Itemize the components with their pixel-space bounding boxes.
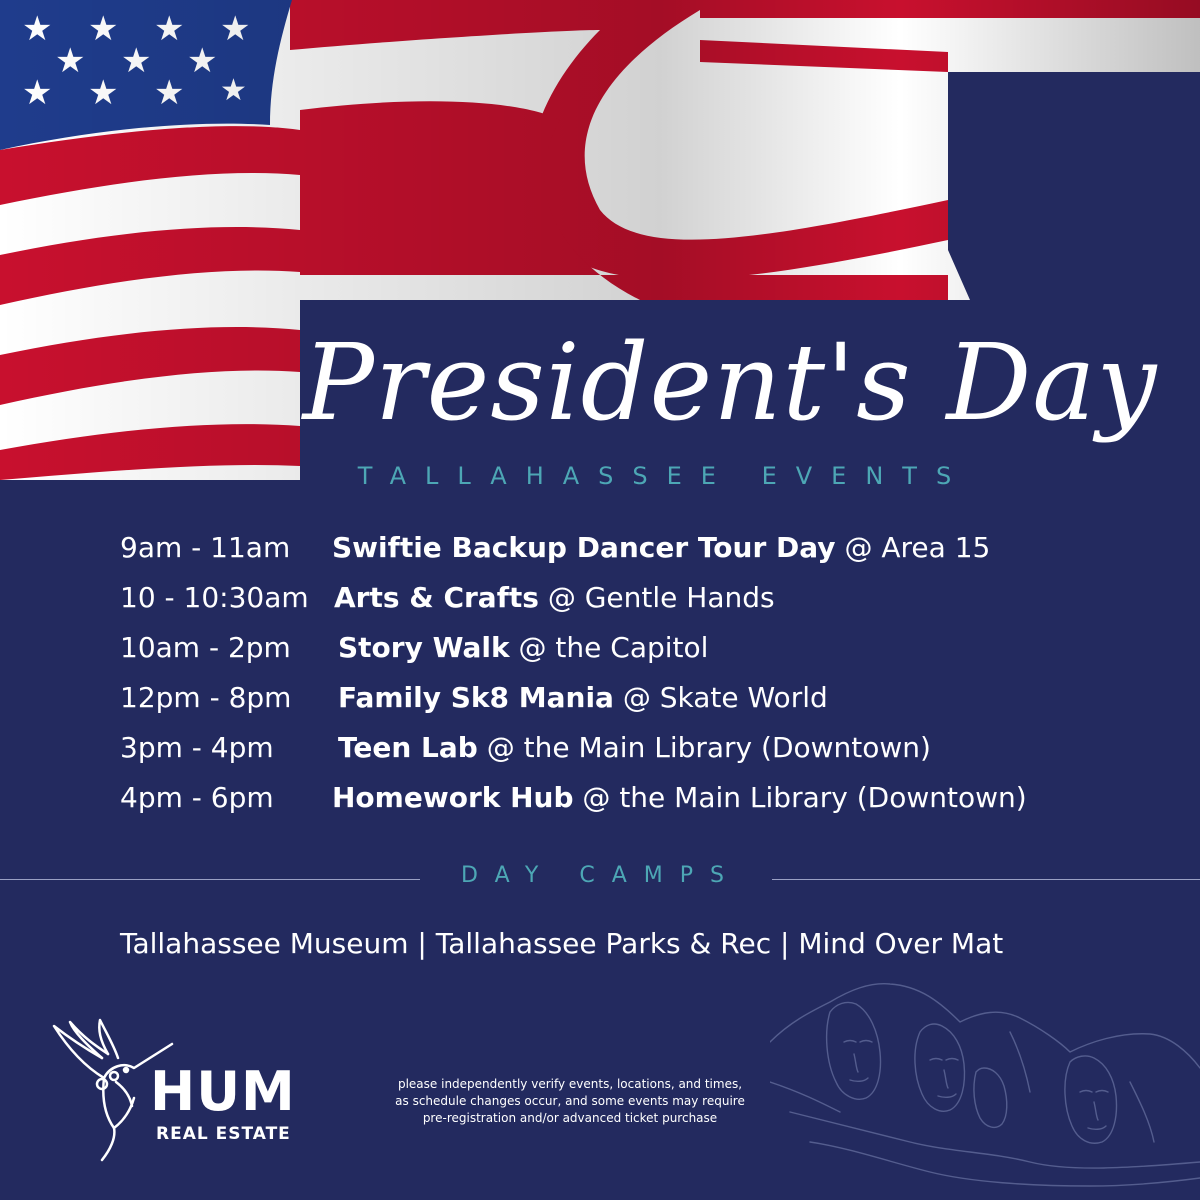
event-name: Homework Hub <box>332 781 574 814</box>
event-time: 3pm - 4pm <box>120 731 274 764</box>
event-row <box>120 678 1120 728</box>
event-location: @ the Main Library (Downtown) <box>477 731 931 764</box>
event-location: @ Area 15 <box>835 531 991 564</box>
event-name: Story Walk <box>338 631 510 664</box>
disclaimer-line: pre-registration and/or advanced ticket purchase <box>422 1111 718 1125</box>
event-time: 12pm - 8pm <box>120 681 292 714</box>
event-row <box>120 728 1120 778</box>
event-name: Family Sk8 Mania <box>338 681 614 714</box>
logo-name: HUM <box>150 1060 296 1123</box>
event-row <box>120 528 1120 578</box>
event-name: Teen Lab <box>338 731 478 764</box>
event-row <box>120 578 1120 628</box>
mount-rushmore-sketch-icon <box>770 972 1200 1200</box>
page-subtitle: TALLAHASSEE EVENTS <box>357 462 971 490</box>
event-location: @ the Main Library (Downtown) <box>573 781 1027 814</box>
event-time: 10am - 2pm <box>120 631 291 664</box>
event-time: 9am - 11am <box>120 531 291 564</box>
event-row <box>120 778 1120 828</box>
event-name: Arts & Crafts <box>334 581 539 614</box>
disclaimer-line: as schedule changes occur, and some events may require <box>395 1094 745 1108</box>
event-location: @ Gentle Hands <box>538 581 775 614</box>
event-schedule <box>120 528 1120 828</box>
event-time: 4pm - 6pm <box>120 781 274 814</box>
disclaimer <box>360 1076 780 1127</box>
event-row <box>120 628 1120 678</box>
page-title: President's Day <box>302 321 1158 444</box>
event-location: @ the Capitol <box>509 631 709 664</box>
divider-left <box>0 879 420 880</box>
divider-right <box>772 879 1200 880</box>
event-name: Swiftie Backup Dancer Tour Day <box>332 531 836 564</box>
event-time: 10 - 10:30am <box>120 581 309 614</box>
event-location: @ Skate World <box>613 681 828 714</box>
day-camps-heading: DAY CAMPS <box>461 863 741 888</box>
logo-subtitle: REAL ESTATE <box>156 1124 291 1144</box>
day-camps-list: Tallahassee Museum | Tallahassee Parks & Rec | Mind Over Mat <box>120 927 1004 960</box>
disclaimer-line: please independently verify events, locations, and times, <box>397 1077 743 1091</box>
